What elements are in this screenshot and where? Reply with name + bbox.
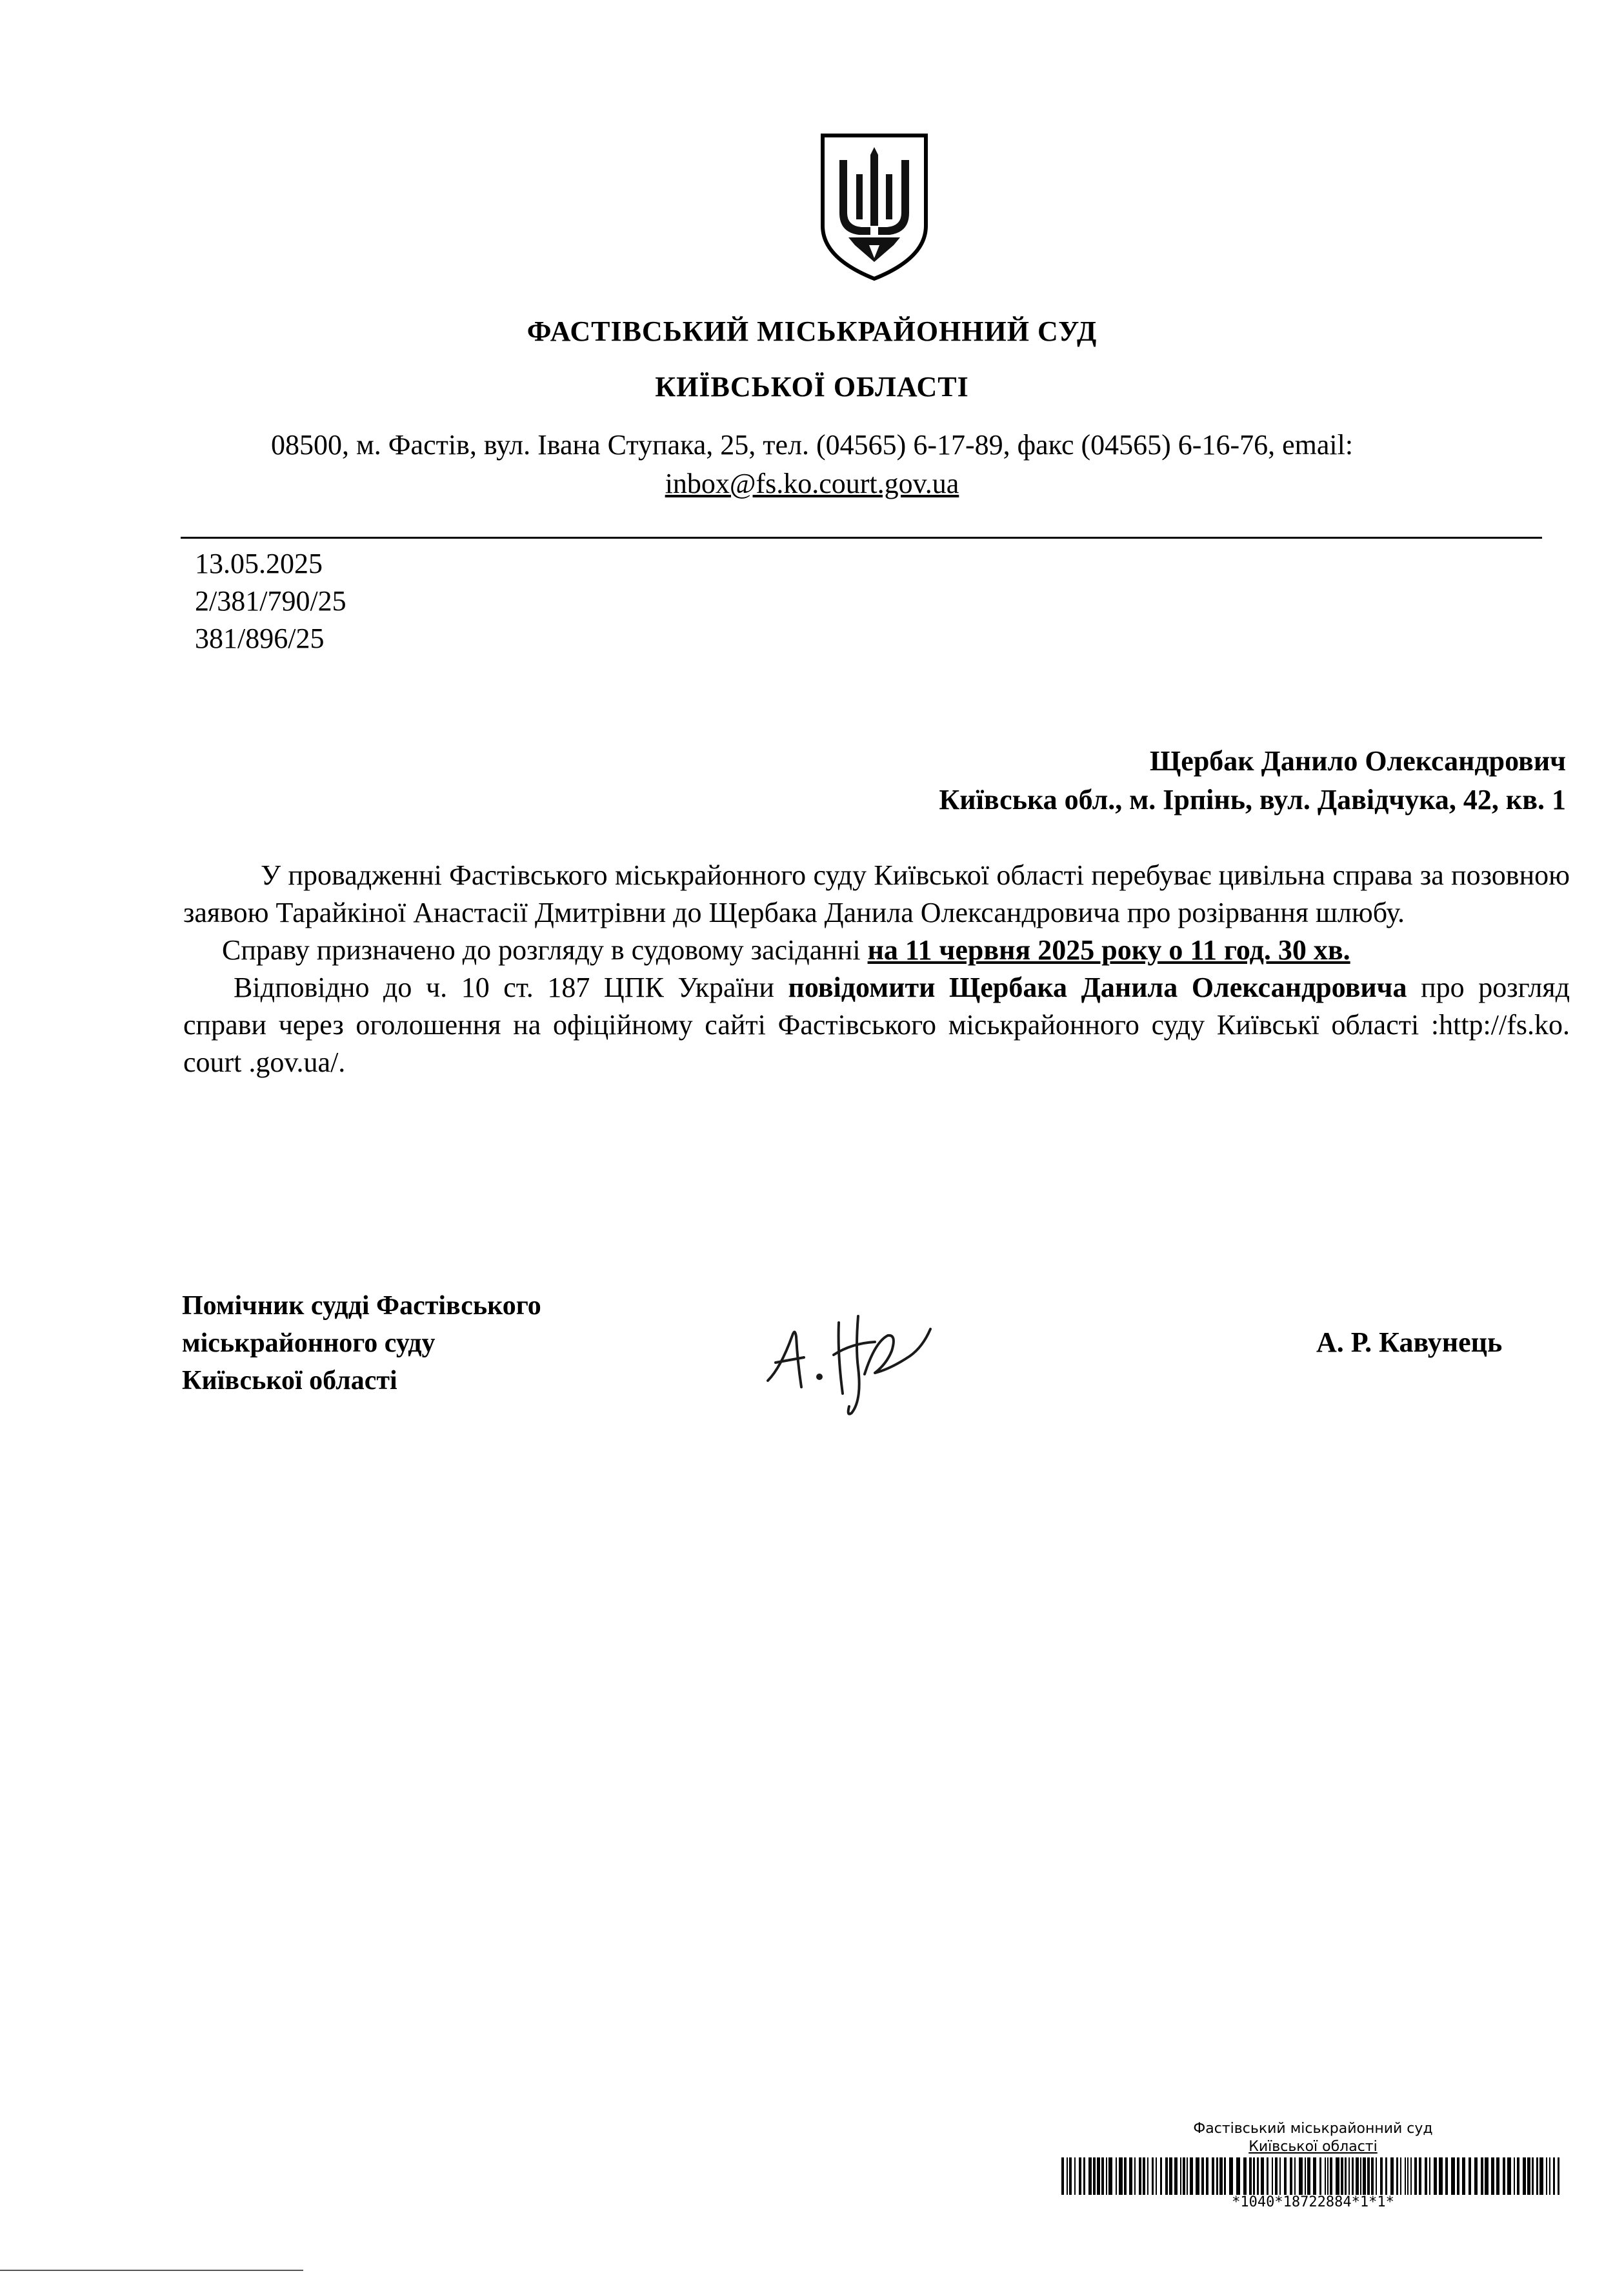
hearing-date: на 11 червня 2025 року о 11 год. 30 хв. — [867, 934, 1350, 966]
barcode-bar — [1116, 2157, 1117, 2195]
barcode-bar — [1257, 2157, 1259, 2195]
barcode-bar — [1206, 2157, 1208, 2195]
barcode-bar — [1536, 2157, 1538, 2195]
barcode-bar — [1434, 2157, 1437, 2195]
barcode-bar — [1485, 2157, 1489, 2195]
barcode-bar — [1097, 2157, 1100, 2195]
barcode-bar — [1363, 2157, 1366, 2195]
stamp-region: Київської області — [1248, 2139, 1378, 2155]
barcode-bar — [1212, 2157, 1214, 2195]
barcode-bar — [1224, 2157, 1226, 2195]
barcode-bar — [1341, 2157, 1343, 2195]
barcode-bar — [1407, 2157, 1408, 2195]
barcode-bar — [1385, 2157, 1387, 2195]
barcode-number: *1040*18722884*1*1* — [1232, 2194, 1394, 2210]
barcode-bar — [1336, 2157, 1339, 2195]
barcode-bar — [1558, 2157, 1559, 2195]
handwritten-signature — [761, 1297, 955, 1419]
barcode-bar — [1474, 2157, 1478, 2195]
barcode-bar — [1307, 2157, 1310, 2195]
hearing-lead-text: Справу призначено до розгляду в судовому засіданні — [222, 934, 868, 966]
signer-position-line2: міськрайонного суду — [182, 1328, 436, 1358]
barcode-bar — [1139, 2157, 1141, 2195]
barcode-bar — [1152, 2157, 1154, 2195]
barcode-bar — [1143, 2157, 1145, 2195]
barcode-bar — [1061, 2157, 1064, 2195]
notification-method-text: про розгляд справи через оголошення на офіційному сайті Фастівського міськрайонного суду Київськї області :http://fs.ko. court .gov.ua/. — [183, 972, 1570, 1078]
barcode-bar — [1390, 2157, 1394, 2195]
barcode-bar — [1160, 2157, 1162, 2195]
barcode-bar — [1517, 2157, 1519, 2195]
reference-block — [195, 545, 346, 657]
recipient-address: Київська обл., м. Ірпінь, вул. Давідчука, 42, кв. 1 — [939, 784, 1566, 815]
barcode-bar — [1275, 2157, 1278, 2195]
barcode-bar — [1106, 2157, 1107, 2195]
barcode-bar — [1156, 2157, 1157, 2195]
barcode-bar — [1457, 2157, 1459, 2195]
barcode-bar — [1532, 2157, 1534, 2195]
notify-instruction: повідомити Щербака Данила Олександровича — [788, 972, 1407, 1003]
body-paragraph-2 — [183, 932, 1570, 969]
barcode-bar — [1549, 2157, 1550, 2195]
barcode-bar — [1400, 2157, 1401, 2195]
stamp-court-name: Фастівський міськрайонний суд — [1193, 2121, 1433, 2137]
barcode-bar — [1108, 2157, 1112, 2195]
barcode-bar — [1330, 2157, 1332, 2195]
barcode-bar — [1527, 2157, 1530, 2195]
barcode-bar — [1069, 2157, 1072, 2195]
barcode-bar — [1376, 2157, 1377, 2195]
coat-of-arms — [816, 129, 932, 284]
barcode-bar — [1279, 2157, 1281, 2195]
barcode-bar — [1514, 2157, 1515, 2195]
barcode-bar — [1348, 2157, 1350, 2195]
legal-basis-text: Відповідно до ч. 10 ст. 187 ЦПК України — [234, 972, 788, 1003]
barcode-bar — [1419, 2157, 1421, 2195]
signer-name: А. Р. Кавунець — [1316, 1326, 1503, 1358]
barcode-bar — [1352, 2157, 1354, 2195]
barcode-bar — [1325, 2157, 1326, 2195]
barcode-bar — [1496, 2157, 1499, 2195]
body-paragraph-1: У провадженні Фастівського міськрайонного суду Київської області перебуває цивільна справа за позовною заявою Тарайкіної Анастасії Дмитрівни до Щербака Данила Олександровича про розірвання шлюбу. — [183, 859, 1570, 928]
barcode-bar — [1119, 2157, 1123, 2195]
barcode-bar — [1229, 2157, 1233, 2195]
barcode-bar — [1074, 2157, 1076, 2195]
barcode-bar — [1190, 2157, 1193, 2195]
barcode-bar — [1134, 2157, 1136, 2195]
barcode-bar — [1380, 2157, 1383, 2195]
barcode-bar — [1462, 2157, 1465, 2195]
barcode-bar — [1294, 2157, 1296, 2195]
barcode-bar — [1236, 2157, 1240, 2195]
footer-scan-line — [0, 2270, 303, 2271]
barcode-bar — [1451, 2157, 1455, 2195]
barcode-bar — [1253, 2157, 1255, 2195]
barcode-bar — [1216, 2157, 1218, 2195]
barcode-bar — [1327, 2157, 1328, 2195]
barcode-bar — [1201, 2157, 1204, 2195]
barcode-bar — [1523, 2157, 1526, 2195]
body-paragraph-3 — [183, 969, 1570, 1081]
barcode-bar — [1243, 2157, 1247, 2195]
barcode-bar — [1219, 2157, 1223, 2195]
registry-stamp — [1058, 2120, 1568, 2210]
barcode-bar — [1345, 2157, 1347, 2195]
barcode-bar — [1079, 2157, 1081, 2195]
barcode-bar — [1305, 2157, 1306, 2195]
barcode-bar — [1491, 2157, 1494, 2195]
barcode-bar — [1553, 2157, 1555, 2195]
barcode-bar — [1414, 2157, 1417, 2195]
barcode-bar — [1196, 2157, 1199, 2195]
letter-body — [183, 857, 1570, 1081]
barcode-bar — [1405, 2157, 1406, 2195]
barcode-bar — [1261, 2157, 1264, 2195]
barcode-bar — [1539, 2157, 1543, 2195]
barcode-bar — [1272, 2157, 1273, 2195]
barcode-icon — [1061, 2157, 1565, 2195]
barcode-bar — [1481, 2157, 1483, 2195]
court-email-line — [0, 467, 1624, 500]
recipient-block — [727, 742, 1566, 819]
barcode-bar — [1396, 2157, 1398, 2195]
barcode-bar — [1124, 2157, 1127, 2195]
barcode-bar — [1169, 2157, 1172, 2195]
barcode-bar — [1267, 2157, 1268, 2195]
barcode-bar — [1183, 2157, 1185, 2195]
barcode-bar — [1360, 2157, 1361, 2195]
trident-coat-of-arms-icon — [816, 129, 932, 284]
outgoing-number: 2/381/790/25 — [195, 585, 346, 617]
barcode-bar — [1367, 2157, 1370, 2195]
barcode-bar — [1101, 2157, 1104, 2195]
barcode-bar — [1356, 2157, 1359, 2195]
barcode-bar — [1067, 2157, 1068, 2195]
recipient-name: Щербак Данило Олександрович — [1149, 745, 1566, 777]
barcode-bar — [1249, 2157, 1252, 2195]
barcode-bar — [1083, 2157, 1085, 2195]
court-contacts: 08500, м. Фастів, вул. Івана Ступака, 25, тел. (04565) 6-17-89, факс (04565) 6-16-76, email: — [270, 429, 1354, 461]
barcode-bar — [1503, 2157, 1505, 2195]
barcode-bar — [1507, 2157, 1511, 2195]
barcode-bar — [1187, 2157, 1188, 2195]
barcode-bar — [1165, 2157, 1168, 2195]
barcode-bar — [1371, 2157, 1374, 2195]
barcode-bar — [1439, 2157, 1443, 2195]
barcode-bar — [1129, 2157, 1132, 2195]
barcode-bar — [1410, 2157, 1412, 2195]
barcode-bar — [1425, 2157, 1427, 2195]
barcode-bar — [1299, 2157, 1303, 2195]
barcode-bar — [1319, 2157, 1321, 2195]
signer-position — [182, 1287, 541, 1399]
court-name-line1: ФАСТІВСЬКИЙ МІСЬКРАЙОННИЙ СУД — [526, 315, 1098, 347]
barcode-bar — [1180, 2157, 1181, 2195]
document-date: 13.05.2025 — [195, 548, 323, 579]
barcode-bar — [1284, 2157, 1287, 2195]
barcode-bar — [1147, 2157, 1148, 2195]
barcode-bar — [1313, 2157, 1316, 2195]
court-email-link[interactable]: inbox@fs.ko.court.gov.ua — [665, 468, 959, 499]
signer-position-line3: Київської області — [182, 1366, 397, 1395]
signer-position-line1: Помічник судді Фастівського — [182, 1291, 541, 1321]
barcode-bar — [1290, 2157, 1292, 2195]
barcode-bar — [1546, 2157, 1547, 2195]
header-divider — [181, 537, 1542, 539]
court-name-line2: КИЇВСЬКОЇ ОБЛАСТІ — [655, 371, 969, 403]
case-number: 381/896/25 — [195, 623, 325, 654]
barcode-bar — [1174, 2157, 1178, 2195]
barcode-bar — [1093, 2157, 1096, 2195]
barcode-bar — [1088, 2157, 1092, 2195]
barcode-bar — [1469, 2157, 1471, 2195]
barcode-bar — [1445, 2157, 1448, 2195]
barcode-bar — [1429, 2157, 1430, 2195]
